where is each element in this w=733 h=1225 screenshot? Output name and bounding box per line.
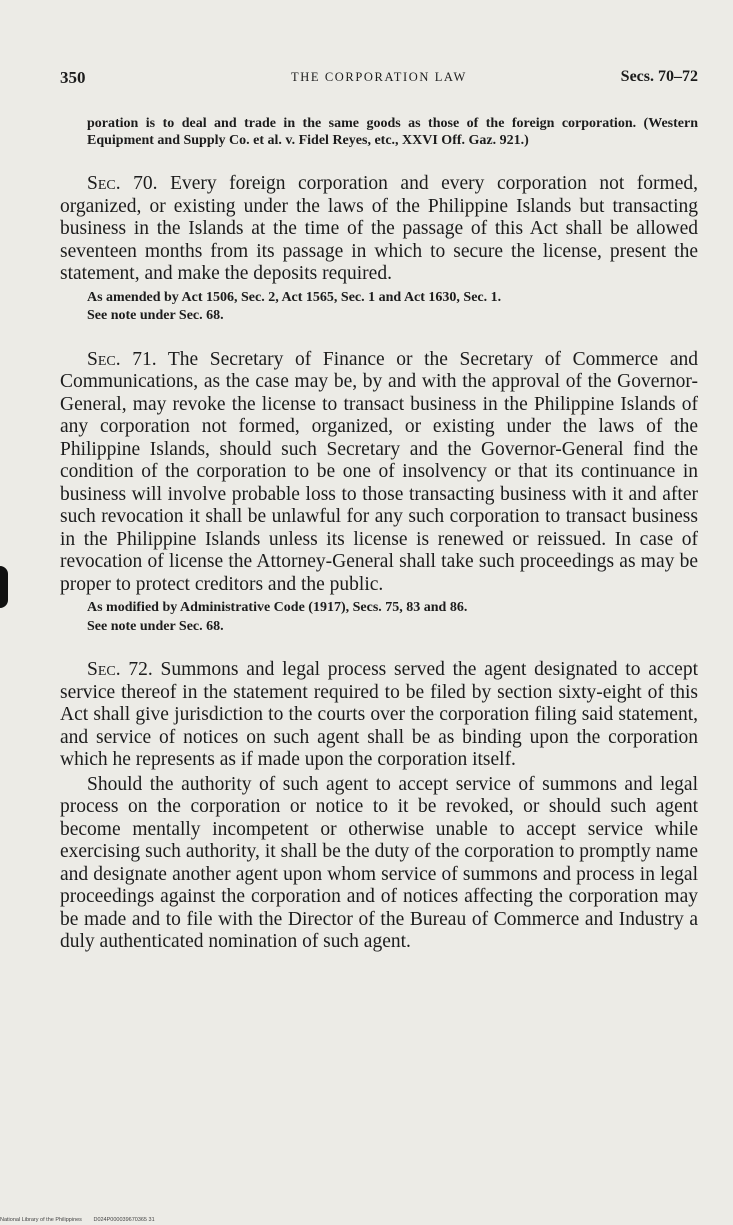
section-70-notes: [60, 290, 698, 325]
intro-note: poration is to deal and trade in the same goods as those of the foreign corporation. (Western Equipment and Supply Co. et al. v. Fidel Reyes, etc., XXVI Off. Gaz. 921.): [87, 116, 698, 148]
section-72-second-paragraph: Should the authority of such agent to accept service of summons and legal process on the corporation or notice to it be revoked, or should such agent become mentally incompetent or otherwise unable to accept service while exercising such authority, it shall be the duty of the corporation to promptly name and designate another agent upon whom service of summons and process in legal proceedings against the corporation and of notices affecting the corporation may be made and to file with the Director of the Bureau of Commerce and Industry a duly authenticated nomination of such agent.: [60, 773, 698, 952]
section-72-paragraph: [60, 659, 698, 772]
section-71-label: Sec. 71.: [87, 348, 157, 370]
running-title: THE CORPORATION LAW: [291, 70, 467, 84]
section-71-notes: [60, 600, 698, 635]
section-72-text: Summons and legal process served the agent designated to accept service thereof in the statement required to be filed by section sixty-eight of this Act shall give jurisdiction to the courts over the corporation filing said statement, and service of notices on such agent shall be as binding upon the corporation which he represents as if made upon the corporation itself.: [60, 659, 698, 770]
section-70-text: Every foreign corporation and every corporation not formed, organized, or existing under the laws of the Philippine Islands but transacting business in the Islands at the time of the passage of this Act shall be allowed seventeen months from its passage in which to secure the license, present the statement, and make the deposits required.: [60, 173, 698, 284]
section-range: Secs. 70–72: [620, 68, 698, 85]
scan-library-name: National Library of the Philippines: [0, 1217, 82, 1223]
section-72-label: Sec. 72.: [87, 659, 153, 680]
section-70-see-note: See note under Sec. 68.: [87, 308, 224, 323]
page-header: [60, 68, 698, 92]
page-body: [60, 116, 698, 954]
section-70-paragraph: [60, 173, 698, 286]
section-71-paragraph: [60, 349, 698, 597]
scan-id: D024P000039670365 31: [93, 1217, 155, 1223]
scan-footer: [0, 1217, 155, 1223]
section-70-label: Sec. 70.: [87, 173, 158, 194]
page-number: 350: [60, 68, 86, 87]
binding-edge-mark: [0, 566, 8, 608]
section-71-modified-note: As modified by Administrative Code (1917), Secs. 75, 83 and 86.: [87, 600, 468, 615]
section-71-text: The Secretary of Finance or the Secretary of Commerce and Communications, as the case may be, by and with the approval of the Governor-General, may revoke the license to transact business in the Philippine Islands of any corporation not formed, organized, or existing under the laws of the Philippine Islands, should such Secretary and the Governor-General find the condition of the corporation to be one of insolvency or that its continuance in business will involve probable loss to those transacting business with it and after such revocation it shall be unlawful for any such corporation to transact business in the Philippine Islands unless its license is renewed or reissued. In case of revocation of license the Attorney-General shall take such proceedings as may be proper to protect creditors and the public.: [60, 348, 698, 595]
section-70-amended-note: As amended by Act 1506, Sec. 2, Act 1565, Sec. 1 and Act 1630, Sec. 1.: [87, 289, 502, 305]
section-71-see-note: See note under Sec. 68.: [87, 618, 224, 634]
